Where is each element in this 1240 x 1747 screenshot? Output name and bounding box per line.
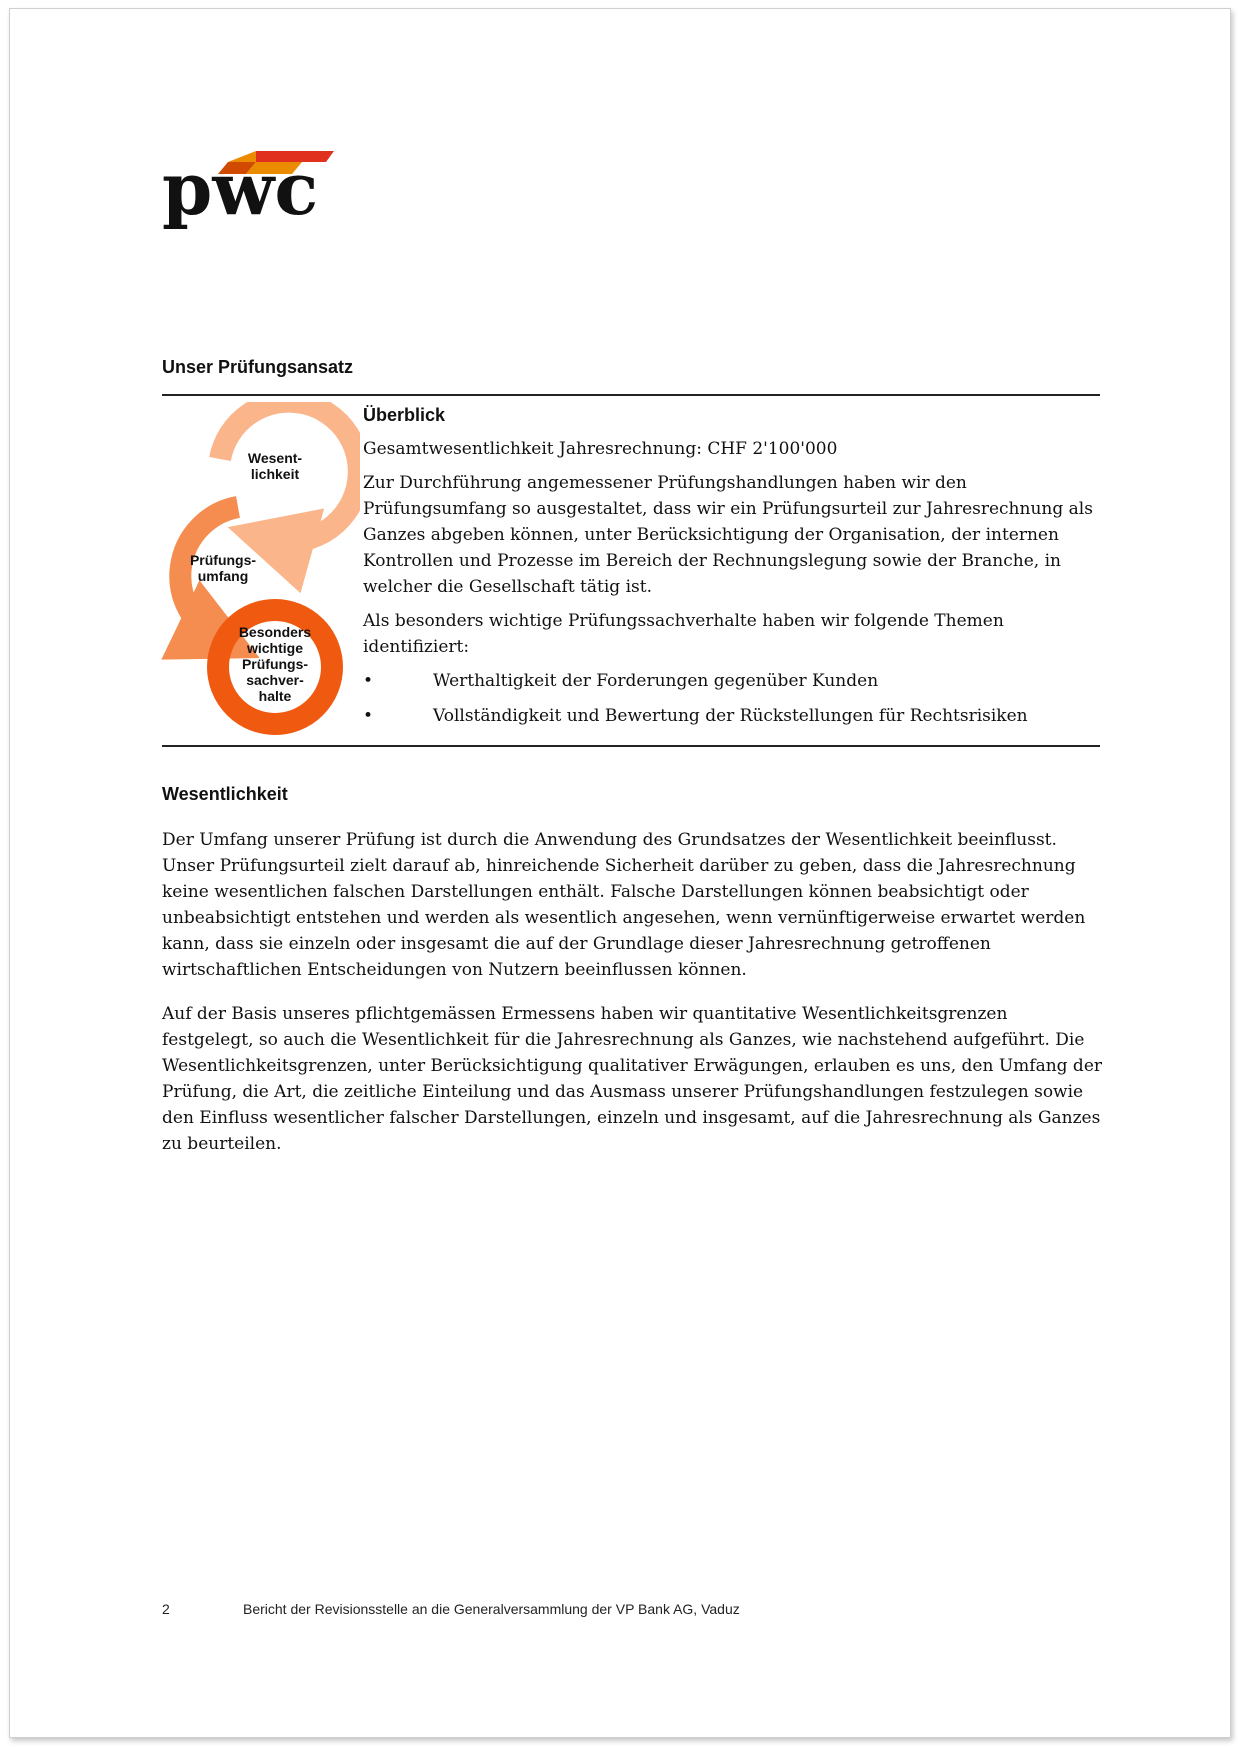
page-number: 2 [162, 1601, 170, 1617]
section-title: Unser Prüfungsansatz [162, 357, 354, 377]
kam-intro: Als besonders wichtige Prüfungssachverhalte haben wir folgende Themen identifiziert: [363, 611, 1004, 657]
top-divider [162, 394, 1100, 396]
scope-paragraph: Zur Durchführung angemessener Prüfungshandlungen haben wir den Prüfungsumfang so ausgestaltet, dass wir ein Prüfungsurteil zur Jahresrechnung als Ganzes abgeben können, unter Berücksichtigung der Organisation, der internen Kontrollen und Prozesse im Bereich der Rechnungslegung sowie der Branche, in welcher die Gesellschaft tätig ist. [363, 473, 1093, 597]
kam-item-text: Vollständigkeit und Bewertung der Rückstellungen für Rechtsrisiken [433, 706, 1028, 726]
scope-label: Prüfungs- umfang [189, 552, 257, 584]
materiality-label: Wesent- lichkeit [247, 450, 303, 482]
materiality-body [162, 827, 1102, 1175]
materiality-paragraph-2: Auf der Basis unseres pflichtgemässen Ermessens haben wir quantitative Wesentlichkeitsgrenzen festgelegt, so auch die Wesentlichkeit für die Jahresrechnung als Ganzes, wie nachstehend aufgeführt. Die Wesentlichkeitsgrenzen, unter Berücksichtigung qualitativer Erwägungen, erlauben es uns, den Umfang der Prüfung, die Art, die zeitliche Einteilung und das Ausmass unserer Prüfungshandlungen festzulegen sowie den Einfluss wesentlicher falscher Darstellungen, einzeln und insgesamt, auf die Jahresrechnung als Ganzes zu beurteilen. [162, 1004, 1103, 1154]
materiality-heading: Wesentlichkeit [162, 784, 288, 804]
bullet-icon: • [363, 706, 374, 726]
materiality-amount-line: Gesamtwesentlichkeit Jahresrechnung: CHF 2'100'000 [363, 439, 838, 459]
kam-item-text: Werthaltigkeit der Forderungen gegenüber Kunden [433, 671, 879, 691]
kam-label: Besonders wichtige Prüfungs- sachver- halte [238, 624, 312, 704]
kam-list-item [363, 668, 1103, 694]
bullet-icon: • [363, 671, 374, 691]
bottom-divider [162, 745, 1100, 747]
overview-title: Überblick [363, 405, 446, 425]
kam-list [363, 668, 1103, 729]
kam-list-item [363, 703, 1103, 729]
footer-report-title: Bericht der Revisionsstelle an die Generalversammlung der VP Bank AG, Vaduz [243, 1601, 740, 1617]
audit-approach-cycle-diagram [160, 402, 360, 746]
overview-block [363, 402, 1103, 738]
logo-text: pwc [162, 148, 319, 231]
materiality-paragraph-1: Der Umfang unserer Prüfung ist durch die Anwendung des Grundsatzes der Wesentlichkeit beeinflusst. Unser Prüfungsurteil zielt darauf ab, hinreichende Sicherheit darüber zu geben, dass die Jahresrechnung keine wesentlichen falschen Darstellungen enthält. Falsche Darstellungen können beabsichtigt oder unbeabsichtigt entstehen und werden als wesentlich angesehen, wenn vernünftigerweise erwartet werden kann, dass sie einzeln oder insgesamt die auf der Grundlage dieser Jahresrechnung getroffenen wirtschaftlichen Entscheidungen von Nutzern beeinflussen können. [162, 830, 1086, 980]
pwc-logo [162, 148, 342, 244]
